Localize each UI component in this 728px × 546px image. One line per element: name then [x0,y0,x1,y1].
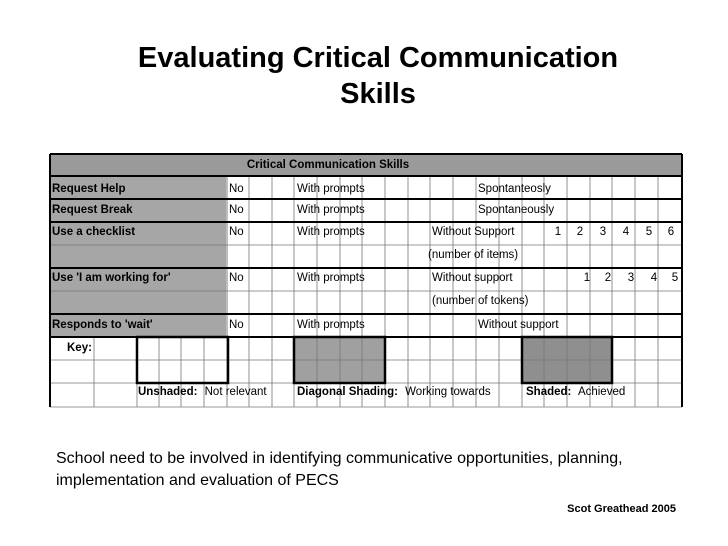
footer-note: School need to be involved in identifying communicative opportunities, planning, implementation and evaluation of PECS [56,450,623,489]
working-for-scale-4: 4 [650,272,658,284]
legend-shaded-term: Shaded: [526,386,572,398]
table-header: Critical Communication Skills [246,159,410,171]
row-no-wait: No [229,319,244,331]
legend-unshaded-term: Unshaded: [138,386,198,398]
checklist-scale-5: 5 [645,226,653,238]
checklist-scale-2: 2 [576,226,584,238]
working-for-scale-5: 5 [671,272,679,284]
row-no-request-break: No [229,204,244,216]
checklist-scale-4: 4 [622,226,630,238]
row-no-working-for: No [229,272,244,284]
svg-text:Unshaded: Not relevant [138,386,267,398]
checklist-scale-1: 1 [554,226,562,238]
row-label-request-break: Request Break [52,204,133,216]
row-prompts-request-break: With prompts [297,204,365,216]
svg-text:Diagonal Shading: Workin [297,386,491,398]
row-no-request-help: No [229,183,244,195]
checklist-subnote: (number of items) [428,249,519,261]
row-third-request-help: Spontanteosly [478,183,551,195]
legend-diagonal [297,386,491,398]
row-label-wait: Responds to 'wait' [52,319,153,331]
key-label: Key: [67,342,92,354]
row-third-working-for: Without support [432,272,513,284]
working-for-subnote: (number of tokens) [432,295,529,307]
row-prompts-working-for: With prompts [297,272,365,284]
working-for-scale-1: 1 [583,272,591,284]
legend-shaded [526,386,625,398]
row-label-working-for: Use 'I am working for' [52,272,171,284]
checklist-scale-3: 3 [599,226,607,238]
legend-unshaded-desc: Not relevant [204,386,267,398]
legend-unshaded [138,386,267,398]
working-for-scale-3: 3 [627,272,635,284]
working-for-scale-2: 2 [604,272,612,284]
legend-diagonal-term: Diagonal Shading: [297,386,398,398]
row-label-checklist: Use a checklist [52,226,136,238]
row-third-request-break: Spontaneously [478,204,555,216]
row-third-wait: Without support [478,319,559,331]
checklist-scale-6: 6 [667,226,675,238]
row-no-checklist: No [229,226,244,238]
row-third-checklist: Without Support [432,226,515,238]
title-line-1: Evaluating Critical Communication [137,42,619,74]
row-prompts-wait: With prompts [297,319,365,331]
author-credit: Scot Greathead 2005 [567,503,676,515]
legend-shaded-desc: Achieved [577,386,626,398]
row-prompts-request-help: With prompts [297,183,365,195]
legend-diagonal-desc: Working towards [405,386,491,398]
label-column-shading [50,176,226,337]
svg-text:Shaded: Achieved [526,386,625,398]
row-label-request-help: Request Help [52,183,126,195]
row-prompts-checklist: With prompts [297,226,365,238]
title-line-2: Skills [340,78,416,110]
